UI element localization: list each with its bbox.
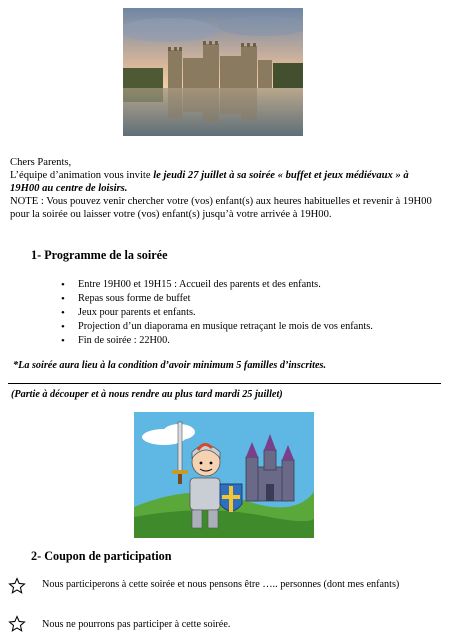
programme-heading: 1- Programme de la soirée bbox=[31, 248, 168, 262]
invitation bbox=[10, 169, 440, 195]
cut-instructions: (Partie à découper et à nous rendre au plus tard mardi 25 juillet) bbox=[11, 389, 283, 400]
castle-photo bbox=[123, 8, 303, 136]
option-participate: Nous participerons à cette soirée et nous pensons être ….. personnes (dont mes enfants) bbox=[42, 579, 400, 590]
list-item: • Projection d’un diaporama en musique retraçant le mois de vos enfants. bbox=[58, 320, 438, 334]
list-item: • Repas sous forme de buffet bbox=[58, 292, 438, 306]
list-item: • Fin de soirée : 22H00. bbox=[58, 334, 438, 348]
programme-list bbox=[58, 278, 438, 348]
option-decline: Nous ne pourrons pas participer à cette soirée. bbox=[42, 619, 231, 630]
star-outline-icon[interactable] bbox=[8, 615, 26, 633]
greeting: Chers Parents, bbox=[10, 157, 72, 168]
coupon-heading: 2- Coupon de participation bbox=[31, 549, 172, 563]
letter-intro bbox=[10, 156, 440, 221]
list-item: • Jeux pour parents et enfants. bbox=[58, 306, 438, 320]
knight-cartoon bbox=[134, 412, 314, 538]
invitation-emphasis: le jeudi 27 juillet à sa soirée « buffet et jeux médiévaux » à 19H00 au centre de loisirs. bbox=[10, 170, 409, 194]
note: NOTE : Vous pouvez venir chercher votre (vos) enfant(s) aux heures habituelles et revenir à 19H00 pour la soirée ou laisser votre (vos) enfant(s) jusqu’à votre arrivée à 19H00. bbox=[10, 196, 432, 220]
condition-note: *La soirée aura lieu à la condition d’avoir minimum 5 familles d’inscrites. bbox=[13, 360, 326, 371]
cut-divider bbox=[8, 383, 441, 384]
invitation-start: L’équipe d’animation vous invite bbox=[10, 170, 154, 181]
star-outline-icon[interactable] bbox=[8, 577, 26, 595]
list-item: • Entre 19H00 et 19H15 : Accueil des parents et des enfants. bbox=[58, 278, 438, 292]
